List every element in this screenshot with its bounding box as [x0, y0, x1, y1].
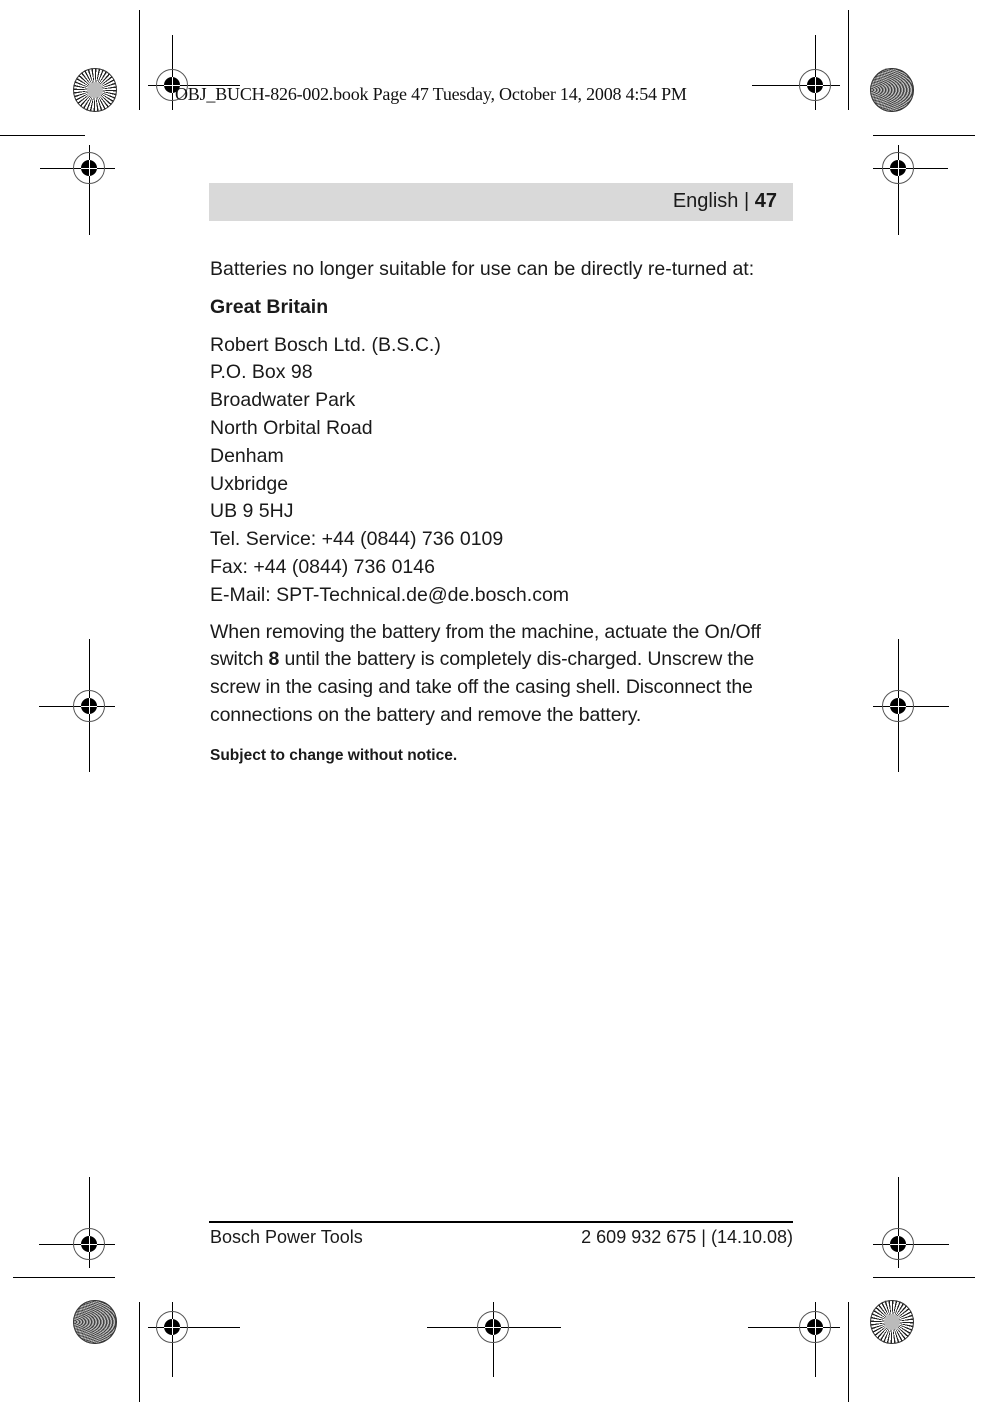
crop-line	[139, 1302, 140, 1402]
page-header-label	[673, 190, 777, 213]
crop-line	[848, 1302, 849, 1402]
address-line: P.O. Box 98	[210, 361, 313, 384]
change-notice: Subject to change without notice.	[210, 746, 458, 764]
email-line: E-Mail: SPT-Technical.de@de.bosch.com	[210, 583, 570, 606]
address-line: Broadwater Park	[210, 389, 356, 412]
hatched-target-icon	[870, 68, 914, 112]
phone-line: Tel. Service: +44 (0844) 736 0109	[210, 528, 504, 551]
crop-line	[13, 1277, 115, 1278]
page-header-bar	[209, 183, 793, 221]
address-line: Denham	[210, 444, 284, 467]
hatched-target-icon	[73, 1300, 117, 1344]
footer-doc-ref: 2 609 932 675 | (14.10.08)	[581, 1227, 793, 1247]
body-text: until the battery is completely dis-charged. Unscrew the screw in the casing and take off the casing shell. Disconnect the connections on the battery and remove the battery.	[210, 648, 755, 726]
crop-line	[139, 10, 140, 110]
page-content	[210, 256, 794, 770]
starburst-target-icon	[870, 1300, 914, 1344]
fax-line: Fax: +44 (0844) 736 0146	[210, 555, 435, 578]
switch-reference: 8	[268, 648, 280, 671]
removal-instructions	[210, 619, 794, 730]
section-heading: Great Britain	[210, 295, 329, 318]
crop-line	[873, 135, 975, 136]
address-line: Uxbridge	[210, 472, 289, 495]
header-separator: |	[738, 190, 755, 212]
footer-rule	[209, 1221, 793, 1223]
crop-line	[0, 135, 85, 136]
starburst-target-icon	[73, 68, 117, 112]
header-language: English	[672, 190, 739, 212]
address-line: North Orbital Road	[210, 416, 373, 439]
page-number: 47	[754, 190, 777, 212]
intro-paragraph: Batteries no longer suitable for use can be directly re-turned at:	[210, 258, 755, 280]
body-text: When removing the battery from the machine, actuate the On/Off switch	[210, 620, 761, 671]
address-line: Robert Bosch Ltd. (B.S.C.)	[210, 333, 441, 356]
address-block	[210, 332, 794, 610]
address-line: UB 9 5HJ	[210, 500, 294, 523]
footer-company: Bosch Power Tools	[210, 1227, 363, 1247]
crop-line	[873, 1277, 975, 1278]
print-slug: OBJ_BUCH-826-002.book Page 47 Tuesday, October 14, 2008 4:54 PM	[175, 84, 687, 104]
crop-line	[848, 10, 849, 110]
